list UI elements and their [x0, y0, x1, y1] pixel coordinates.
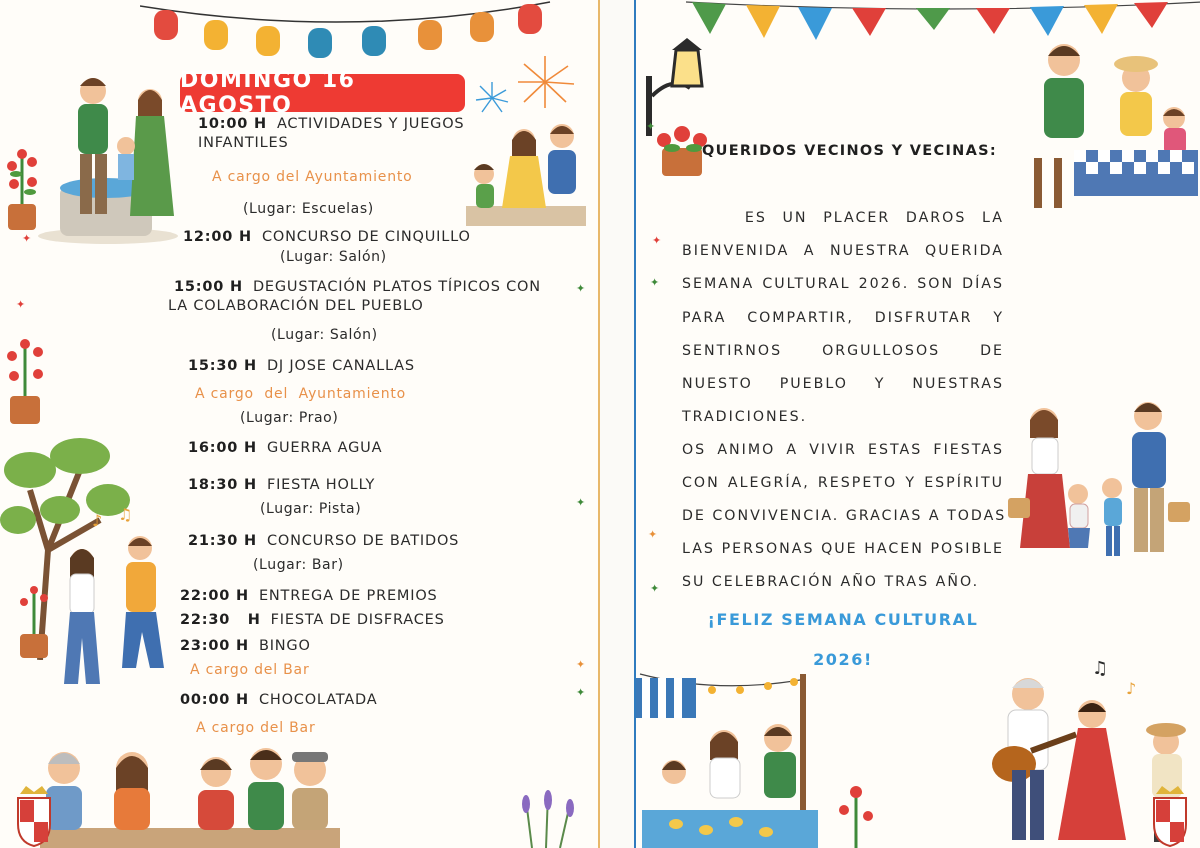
event-name: CHOCOLATADA	[258, 692, 378, 708]
paragraph-line: TRADICIONES.	[682, 409, 808, 425]
event-name: BINGO	[258, 638, 311, 654]
event-name-continued: LA COLABORACIÓN DEL PUEBLO	[168, 298, 424, 314]
event-organizer: A cargo del Ayuntamiento	[195, 386, 407, 402]
event-time: 22:30 H	[180, 612, 261, 628]
event-time: 15:00 H	[174, 279, 243, 295]
event-time: 21:30 H	[188, 533, 257, 549]
event-name: DJ JOSE CANALLAS	[266, 358, 415, 374]
event-time: 23:00 H	[180, 638, 249, 654]
event-organizer: A cargo del Bar	[190, 662, 310, 678]
event-1	[198, 116, 464, 132]
sparkle-icon: ✦	[646, 120, 656, 133]
market-stall-illustration	[636, 664, 846, 848]
event-2	[183, 229, 471, 245]
closing-year: 2026!	[813, 650, 873, 669]
sparkle-icon: ✦	[652, 234, 662, 247]
event-6	[188, 477, 375, 493]
flower-pot-icon	[2, 146, 42, 234]
event-7	[188, 533, 459, 549]
sparkle-icon: ✦	[22, 232, 32, 245]
family-sitting-illustration	[462, 118, 590, 230]
event-5	[188, 440, 382, 456]
event-name: ENTREGA DE PREMIOS	[258, 588, 438, 604]
paragraph-line: PARA COMPARTIR, DISFRUTAR Y	[682, 310, 1004, 326]
paragraph-line: NUESTO PUEBLO Y NUESTRAS	[682, 376, 1004, 392]
svg-text:♪: ♪	[92, 511, 103, 530]
event-time: 00:00 H	[180, 692, 249, 708]
music-note-icon: ♪	[1126, 679, 1137, 698]
event-11	[180, 692, 377, 708]
flower-pot-icon	[14, 584, 54, 660]
event-time: 12:00 H	[183, 229, 252, 245]
sparkle-icon: ✦	[650, 276, 660, 289]
lavender-icon	[512, 790, 582, 848]
event-9	[180, 612, 445, 628]
event-name: FIESTA DE DISFRACES	[270, 612, 445, 628]
family-well-illustration	[38, 66, 188, 246]
event-location: (Lugar: Salón)	[271, 327, 378, 343]
event-name: ACTIVIDADES Y JUEGOS	[276, 116, 465, 132]
sparkle-icon: ✦	[16, 298, 26, 311]
event-location: (Lugar: Prao)	[240, 410, 339, 426]
event-4	[188, 358, 415, 374]
street-lamp-icon	[642, 36, 732, 182]
picnic-family-illustration	[1024, 38, 1200, 214]
event-name: GUERRA AGUA	[266, 440, 383, 456]
walking-family-illustration	[1008, 398, 1200, 574]
event-name: FIESTA HOLLY	[266, 477, 376, 493]
event-location: (Lugar: Bar)	[253, 557, 344, 573]
event-time: 10:00 H	[198, 116, 267, 132]
paragraph-line: CON ALEGRÍA, RESPETO Y ESPÍRITU	[682, 475, 1004, 491]
music-note-icon: ♫	[1092, 658, 1109, 679]
sparkle-icon: ✦	[576, 496, 586, 509]
page-gutter	[600, 0, 634, 848]
flower-pot-icon	[2, 336, 48, 428]
paragraph-line: SEMANA CULTURAL 2026. SON DÍAS	[682, 276, 1004, 292]
coat-of-arms-icon	[1150, 784, 1190, 848]
sparkle-icon: ✦	[576, 686, 586, 699]
greeting-heading: QUERIDOS VECINOS Y VECINAS:	[702, 143, 997, 159]
event-organizer: A cargo del Bar	[196, 720, 316, 736]
sparkle-icon: ✦	[650, 582, 660, 595]
paragraph-line: DE CONVIVENCIA. GRACIAS A TODAS	[682, 508, 1007, 524]
event-organizer: A cargo del Ayuntamiento	[212, 169, 413, 185]
event-3	[174, 279, 541, 295]
flower-icon	[832, 780, 880, 848]
firework-icon	[470, 52, 580, 122]
closing-message: ¡FELIZ SEMANA CULTURAL	[707, 610, 979, 629]
event-name: CONCURSO DE BATIDOS	[266, 533, 460, 549]
paragraph-line: OS ANIMO A VIVIR ESTAS FIESTAS	[682, 442, 1004, 458]
page-title: DOMINGO 16 AGOSTO	[180, 74, 465, 112]
event-10	[180, 638, 311, 654]
paragraph-line: ES UN PLACER DAROS LA	[682, 210, 1004, 226]
event-location: (Lugar: Salón)	[280, 249, 387, 265]
coat-of-arms-icon	[14, 784, 54, 848]
event-time: 15:30 H	[188, 358, 257, 374]
paragraph-line: BIENVENIDA A NUESTRA QUERIDA	[682, 243, 1004, 259]
dinner-table-illustration	[40, 742, 340, 848]
paragraph-line: SENTIRNOS ORGULLOSOS DE	[682, 343, 1004, 359]
event-8	[180, 588, 438, 604]
event-name: DEGUSTACIÓN PLATOS TÍPICOS CON	[252, 279, 541, 295]
svg-text:♫: ♫	[118, 508, 133, 524]
sparkle-icon: ✦	[648, 528, 658, 541]
paragraph-line: LAS PERSONAS QUE HACEN POSIBLE	[682, 541, 1004, 557]
event-location: (Lugar: Escuelas)	[243, 201, 374, 217]
sparkle-icon: ✦	[576, 282, 586, 295]
event-time: 22:00 H	[180, 588, 249, 604]
event-time: 18:30 H	[188, 477, 257, 493]
paragraph-line: SU CELEBRACIÓN AÑO TRAS AÑO.	[682, 574, 980, 590]
sparkle-icon: ✦	[576, 658, 586, 671]
dancing-couple-illustration	[56, 508, 176, 694]
event-time: 16:00 H	[188, 440, 257, 456]
event-name: CONCURSO DE CINQUILLO	[261, 229, 471, 245]
event-name-continued: INFANTILES	[198, 135, 289, 151]
event-location: (Lugar: Pista)	[260, 501, 362, 517]
